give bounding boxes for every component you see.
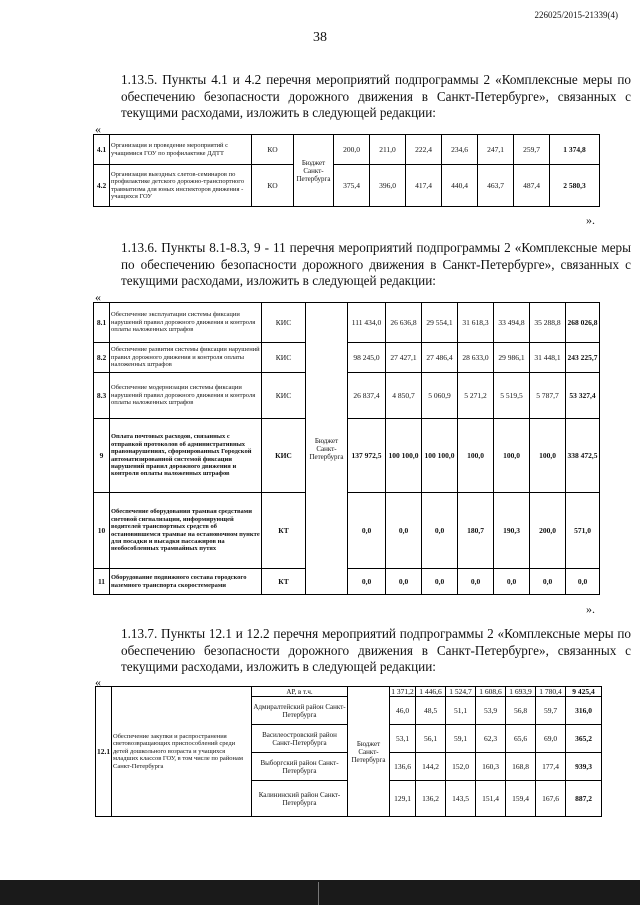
open-quote: « [95, 675, 101, 689]
cell-value: 129,1 [390, 781, 416, 817]
row-index: 8.3 [94, 373, 110, 419]
open-quote: « [95, 290, 101, 304]
cell-total: 571,0 [566, 493, 600, 569]
cell-value: 27 427,1 [386, 343, 422, 373]
cell-value: 144,2 [416, 753, 446, 781]
cell-value: 59,1 [446, 725, 476, 753]
row-executor: АР, в т.ч. [252, 687, 348, 697]
row-executor: КИС [262, 419, 306, 493]
table-row [94, 165, 600, 207]
cell-value: 31 448,1 [530, 343, 566, 373]
cell-value: 0,0 [494, 569, 530, 595]
row-executor: КО [252, 165, 294, 207]
row-name: Обеспечение оборудования трамвая средствами световой сигнализации, информирующей водителей транспортных средств об остановившемся трамвае на остановочном пункте для посадки и высадки пассажиров на необособленных трамвайных путях [110, 493, 262, 569]
cell-value: 167,6 [536, 781, 566, 817]
cell-total: 2 580,3 [550, 165, 600, 207]
cell-value: 33 494,8 [494, 303, 530, 343]
cell-value: 143,5 [446, 781, 476, 817]
cell-value: 211,0 [370, 135, 406, 165]
cell-value: 1 608,6 [476, 687, 506, 697]
cell-total: 365,2 [566, 725, 602, 753]
table-row [96, 687, 602, 697]
cell-value: 27 486,4 [422, 343, 458, 373]
row-executor: Выборгский район Санкт-Петербурга [252, 753, 348, 781]
row-executor: КО [252, 135, 294, 165]
close-quote: ». [586, 213, 595, 227]
cell-value: 35 288,8 [530, 303, 566, 343]
row-index: 4.2 [94, 165, 110, 207]
cell-value: 62,3 [476, 725, 506, 753]
row-executor: КИС [262, 303, 306, 343]
cell-value: 4 850,7 [386, 373, 422, 419]
row-name: Оборудование подвижного состава городского наземного транспорта скоростемерами [110, 569, 262, 595]
cell-value: 259,7 [514, 135, 550, 165]
cell-value: 177,4 [536, 753, 566, 781]
row-executor: КТ [262, 569, 306, 595]
cell-value: 160,3 [476, 753, 506, 781]
cell-value: 26 636,8 [386, 303, 422, 343]
cell-value: 136,6 [390, 753, 416, 781]
cell-value: 100,0 [458, 419, 494, 493]
cell-value: 1 693,9 [506, 687, 536, 697]
cell-value: 53,9 [476, 697, 506, 725]
cell-value: 0,0 [386, 493, 422, 569]
cell-total: 0,0 [566, 569, 600, 595]
cell-value: 5 060,9 [422, 373, 458, 419]
row-name: Обеспечение закупки и распространения световозвращающих приспособлений среди детей дошкольного возраста и учащихся младших классов ГОУ, в том числе по районам Санкт-Петербурга [112, 687, 252, 817]
cell-value: 31 618,3 [458, 303, 494, 343]
cell-value: 0,0 [458, 569, 494, 595]
row-index: 8.1 [94, 303, 110, 343]
row-executor: Адмиралтейский район Санкт-Петербурга [252, 697, 348, 725]
cell-value: 0,0 [422, 569, 458, 595]
cell-value: 0,0 [348, 569, 386, 595]
row-executor: Василеостровский район Санкт-Петербурга [252, 725, 348, 753]
cell-value: 5 787,7 [530, 373, 566, 419]
row-budget: Бюджет Санкт-Петербурга [348, 687, 390, 817]
cell-value: 0,0 [386, 569, 422, 595]
table-section-1 [93, 134, 600, 207]
row-budget: Бюджет Санкт-Петербурга [294, 135, 334, 207]
row-name: Обеспечение эксплуатации системы фиксации нарушений правил дорожного движения и контроля оплаты наложенных штрафов [110, 303, 262, 343]
row-index: 9 [94, 419, 110, 493]
row-name: Организация выездных слетов-семинаров по профилактике детского дорожно-транспортного травматизма для юных инспекторов движения - учащихся ГОУ [110, 165, 252, 207]
cell-value: 200,0 [530, 493, 566, 569]
close-quote: ». [586, 602, 595, 616]
cell-value: 0,0 [348, 493, 386, 569]
cell-value: 46,0 [390, 697, 416, 725]
cell-total: 243 225,7 [566, 343, 600, 373]
table-section-3 [95, 686, 602, 817]
cell-value: 100 100,0 [386, 419, 422, 493]
row-index: 12.1 [96, 687, 112, 817]
cell-value: 29 554,1 [422, 303, 458, 343]
document-number: 226025/2015-21339(4) [534, 10, 618, 20]
section-3-text: 1.13.7. Пункты 12.1 и 12.2 перечня мероприятий подпрограммы 2 «Комплексные меры по обеспечению безопасности дорожного движения в Санкт-Петербурге», связанных с текущими расходами, изложить в следующей редакции: [121, 626, 631, 674]
cell-value: 152,0 [446, 753, 476, 781]
cell-value: 137 972,5 [348, 419, 386, 493]
cell-value: 375,4 [334, 165, 370, 207]
row-name: Обеспечение модернизации системы фиксации нарушений правил дорожного движения и контроля оплаты наложенных штрафов [110, 373, 262, 419]
cell-total: 316,0 [566, 697, 602, 725]
row-index: 4.1 [94, 135, 110, 165]
cell-total: 939,3 [566, 753, 602, 781]
section-2-text: 1.13.6. Пункты 8.1-8.3, 9 - 11 перечня мероприятий подпрограммы 2 «Комплексные меры по обеспечению безопасности дорожного движения в Санкт-Петербурге», связанных с текущими расходами, изложить в следующей редакции: [121, 240, 631, 288]
row-index: 8.2 [94, 343, 110, 373]
cell-total: 1 374,8 [550, 135, 600, 165]
row-executor: КТ [262, 493, 306, 569]
cell-value: 440,4 [442, 165, 478, 207]
cell-total: 53 327,4 [566, 373, 600, 419]
open-quote: « [95, 122, 101, 136]
page-number: 38 [313, 30, 327, 45]
cell-value: 417,4 [406, 165, 442, 207]
row-name: Организация и проведение мероприятий с учащимися ГОУ по профилактике ДДТТ [110, 135, 252, 165]
row-name: Обеспечение развития системы фиксации нарушений правил дорожного движения и контроля оплаты наложенных штрафов [110, 343, 262, 373]
cell-value: 69,0 [536, 725, 566, 753]
scan-divider [318, 882, 319, 905]
cell-value: 234,6 [442, 135, 478, 165]
cell-value: 1 780,4 [536, 687, 566, 697]
cell-value: 190,3 [494, 493, 530, 569]
cell-value: 0,0 [530, 569, 566, 595]
cell-value: 396,0 [370, 165, 406, 207]
cell-value: 136,2 [416, 781, 446, 817]
row-executor: КИС [262, 343, 306, 373]
cell-value: 5 519,5 [494, 373, 530, 419]
cell-value: 222,4 [406, 135, 442, 165]
cell-total: 268 026,8 [566, 303, 600, 343]
cell-value: 65,6 [506, 725, 536, 753]
cell-total: 338 472,5 [566, 419, 600, 493]
row-budget: Бюджет Санкт-Петербурга [306, 303, 348, 595]
cell-value: 100 100,0 [422, 419, 458, 493]
row-name: Оплата почтовых расходов, связанных с отправкой протоколов об административных правонарушениях, сформированных Городской автоматизированной системой фиксации нарушений правил дорожного движения и контроля оплаты наложенных штрафов [110, 419, 262, 493]
cell-value: 28 633,0 [458, 343, 494, 373]
cell-value: 180,7 [458, 493, 494, 569]
cell-value: 1 524,7 [446, 687, 476, 697]
cell-value: 0,0 [422, 493, 458, 569]
cell-value: 51,1 [446, 697, 476, 725]
cell-total: 9 425,4 [566, 687, 602, 697]
section-1-text: 1.13.5. Пункты 4.1 и 4.2 перечня мероприятий подпрограммы 2 «Комплексные меры по обеспечению безопасности дорожного движения в Санкт-Петербурге», связанных с текущими расходами, изложить в следующей редакции: [121, 72, 631, 120]
cell-value: 168,8 [506, 753, 536, 781]
row-executor: КИС [262, 373, 306, 419]
cell-value: 29 986,1 [494, 343, 530, 373]
table-row [94, 303, 600, 343]
cell-value: 487,4 [514, 165, 550, 207]
scan-border [0, 880, 640, 905]
cell-value: 100,0 [494, 419, 530, 493]
cell-value: 59,7 [536, 697, 566, 725]
row-index: 10 [94, 493, 110, 569]
cell-value: 48,5 [416, 697, 446, 725]
cell-value: 159,4 [506, 781, 536, 817]
cell-value: 200,0 [334, 135, 370, 165]
cell-value: 463,7 [478, 165, 514, 207]
cell-value: 53,1 [390, 725, 416, 753]
cell-value: 26 837,4 [348, 373, 386, 419]
cell-total: 887,2 [566, 781, 602, 817]
cell-value: 100,0 [530, 419, 566, 493]
cell-value: 111 434,0 [348, 303, 386, 343]
table-row [94, 135, 600, 165]
row-executor: Калининский район Санкт-Петербурга [252, 781, 348, 817]
table-section-2 [93, 302, 600, 595]
cell-value: 56,1 [416, 725, 446, 753]
row-index: 11 [94, 569, 110, 595]
cell-value: 5 271,2 [458, 373, 494, 419]
cell-value: 98 245,0 [348, 343, 386, 373]
cell-value: 1 371,2 [391, 686, 414, 696]
cell-value: 151,4 [476, 781, 506, 817]
cell-value: 56,8 [506, 697, 536, 725]
cell-value: 247,1 [478, 135, 514, 165]
cell-value: 1 446,6 [416, 687, 446, 697]
